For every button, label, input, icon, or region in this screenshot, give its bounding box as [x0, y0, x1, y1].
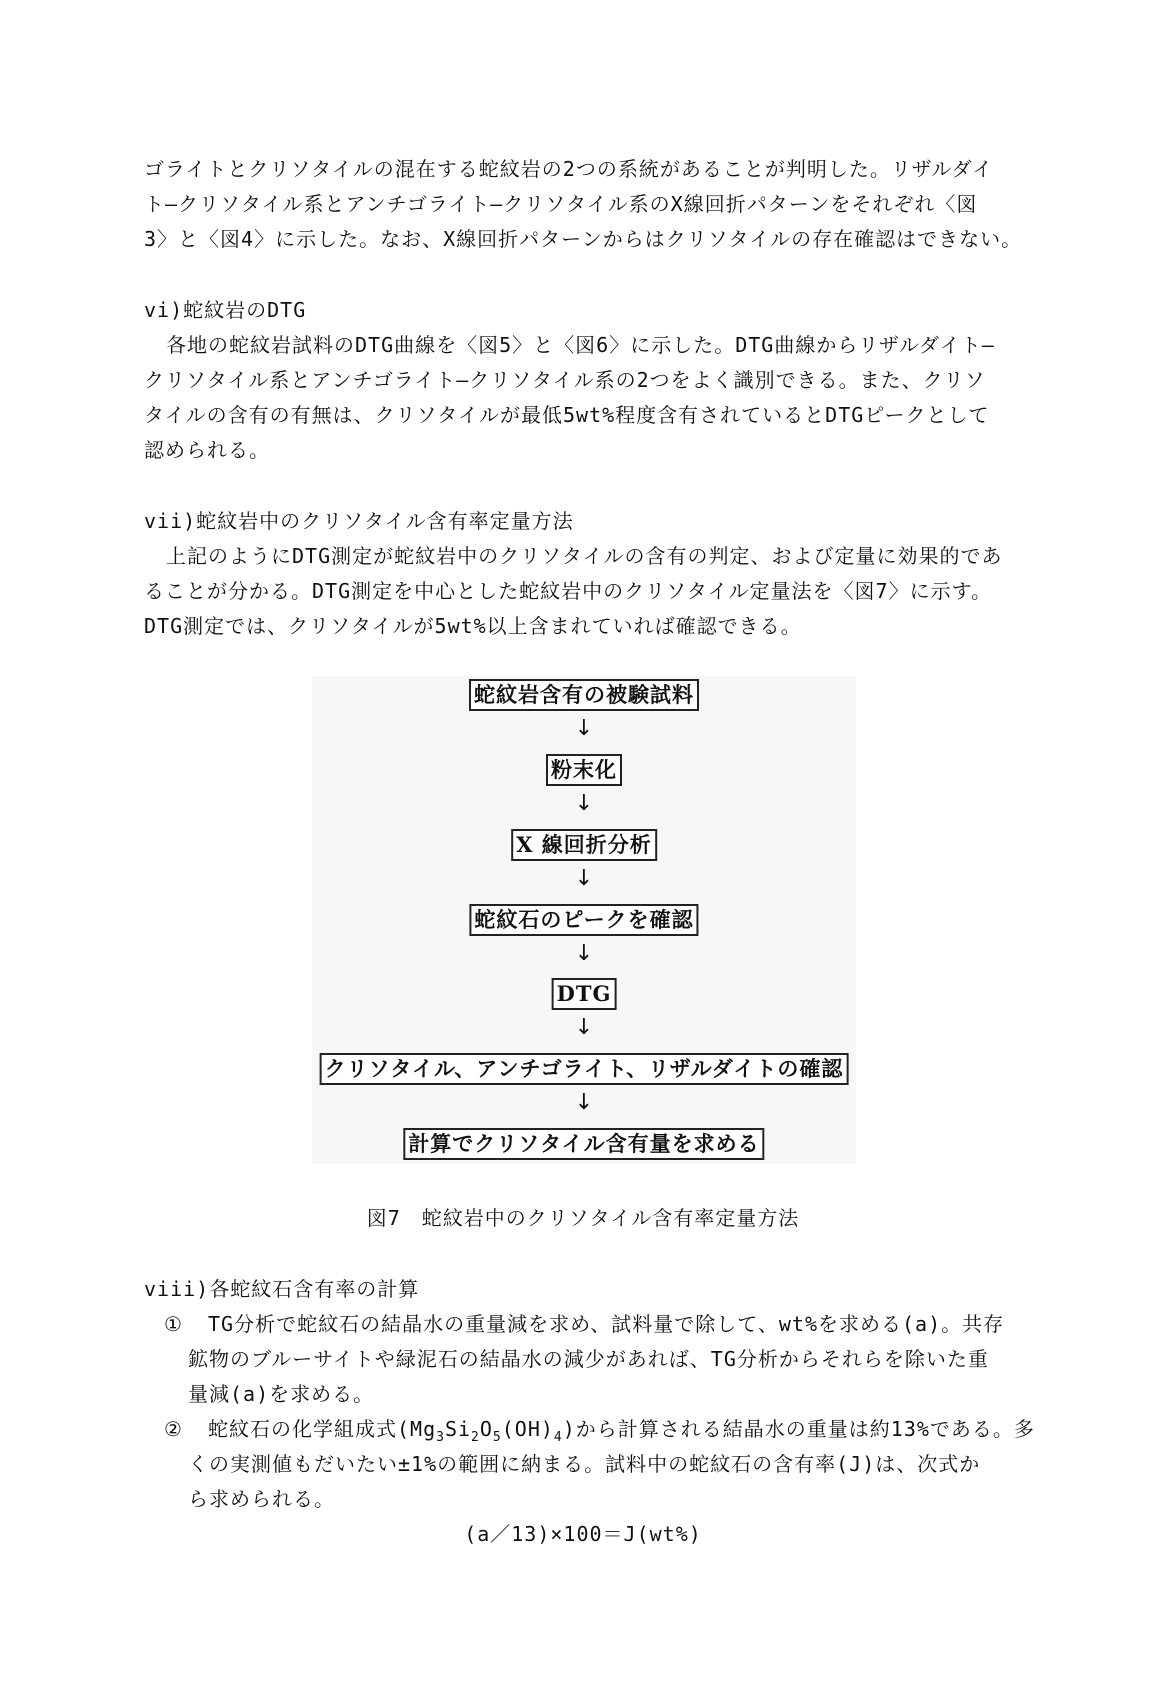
- formula-oh: (OH): [501, 1417, 554, 1441]
- item-1-line-1: TG分析で蛇紋石の結晶水の重量減を求め、試料量で除して、wt%を求める(a)。共存: [208, 1312, 1005, 1336]
- flow-arrow-5: ↓: [574, 1015, 594, 1040]
- intro-line-1: ゴライトとクリソタイルの混在する蛇紋岩の2つの系統があることが判明した。リザルダイ: [144, 157, 994, 181]
- flow-step-calculate: 計算でクリソタイル含有量を求める: [403, 1128, 764, 1160]
- section-vii-heading: vii)蛇紋岩中のクリソタイル含有率定量方法: [144, 509, 574, 533]
- item-2-line-1: [208, 1415, 1035, 1452]
- item-2-line-3: ら求められる。: [188, 1487, 335, 1511]
- flow-arrow-1: ↓: [574, 716, 594, 741]
- item-1-number: ①: [164, 1312, 183, 1336]
- section-viii-heading: viii)各蛇紋石含有率の計算: [144, 1277, 420, 1301]
- section-vi-line-2: クリソタイル系とアンチゴライト—クリソタイル系の2つをよく識別できる。また、クリソ: [144, 368, 986, 392]
- flow-step-serpentine-peak: 蛇紋石のピークを確認: [469, 904, 698, 936]
- section-vii-line-2: ることが分かる。DTG測定を中心とした蛇紋岩中のクリソタイル定量法を〈図7〉に示す。: [144, 579, 992, 603]
- flow-arrow-2: ↓: [574, 791, 594, 816]
- item-1-line-2: 鉱物のブルーサイトや緑泥石の結晶水の減少があれば、TG分析からそれらを除いた重: [188, 1347, 989, 1371]
- formula-o: O: [479, 1417, 493, 1441]
- flow-step-dtg: DTG: [552, 978, 617, 1010]
- content-formula: (a／13)×100＝J(wt%): [464, 1522, 702, 1546]
- intro-line-2: ト—クリソタイル系とアンチゴライト—クリソタイル系のX線回折パターンをそれぞれ〈図: [144, 192, 978, 216]
- flowchart-figure: [312, 676, 856, 1164]
- figure-caption: 図7 蛇紋岩中のクリソタイル含有率定量方法: [366, 1206, 800, 1230]
- formula-sub-mg: 3: [436, 1430, 445, 1445]
- flow-step-mineral-confirm: クリソタイル、アンチゴライト、リザルダイトの確認: [320, 1053, 849, 1085]
- formula-sub-oh: 4: [553, 1430, 563, 1445]
- flow-arrow-4: ↓: [574, 941, 594, 966]
- formula-sub-si: 2: [471, 1430, 480, 1445]
- flow-step-powder: 粉末化: [546, 754, 622, 786]
- flow-arrow-3: ↓: [574, 866, 594, 891]
- item-2-line-2: くの実測値もだいたい±1%の範囲に納まる。試料中の蛇紋石の含有率(J)は、次式か: [188, 1452, 981, 1476]
- item-2-line-1-post: )から計算される結晶水の重量は約13%である。多: [562, 1417, 1035, 1441]
- section-vi-line-4: 認められる。: [144, 438, 270, 462]
- item-2-line-1-pre: 蛇紋石の化学組成式(Mg: [208, 1417, 437, 1441]
- flow-arrow-6: ↓: [574, 1090, 594, 1115]
- flow-step-sample: 蛇紋岩含有の被験試料: [469, 679, 699, 711]
- intro-line-3: 3〉と〈図4〉に示した。なお、X線回折パターンからはクリソタイルの存在確認はできない。: [144, 227, 1023, 251]
- formula-sub-o: 5: [492, 1430, 502, 1445]
- section-vi-line-3: タイルの含有の有無は、クリソタイルが最低5wt%程度含有されているとDTGピークとして: [144, 403, 990, 427]
- section-vii-line-3: DTG測定では、クリソタイルが5wt%以上含まれていれば確認できる。: [144, 614, 802, 638]
- section-vi-heading: vi)蛇紋岩のDTG: [144, 298, 307, 322]
- item-1-line-3: 量減(a)を求める。: [188, 1382, 375, 1406]
- section-vi-line-1: 各地の蛇紋岩試料のDTG曲線を〈図5〉と〈図6〉に示した。DTG曲線からリザルダイト—: [166, 333, 995, 357]
- flow-step-xrd: X 線回折分析: [511, 829, 657, 861]
- section-vii-line-1: 上記のようにDTG測定が蛇紋岩中のクリソタイルの含有の判定、および定量に効果的であ: [166, 544, 1003, 568]
- formula-si: Si: [444, 1417, 472, 1441]
- item-2-number: ②: [164, 1417, 183, 1441]
